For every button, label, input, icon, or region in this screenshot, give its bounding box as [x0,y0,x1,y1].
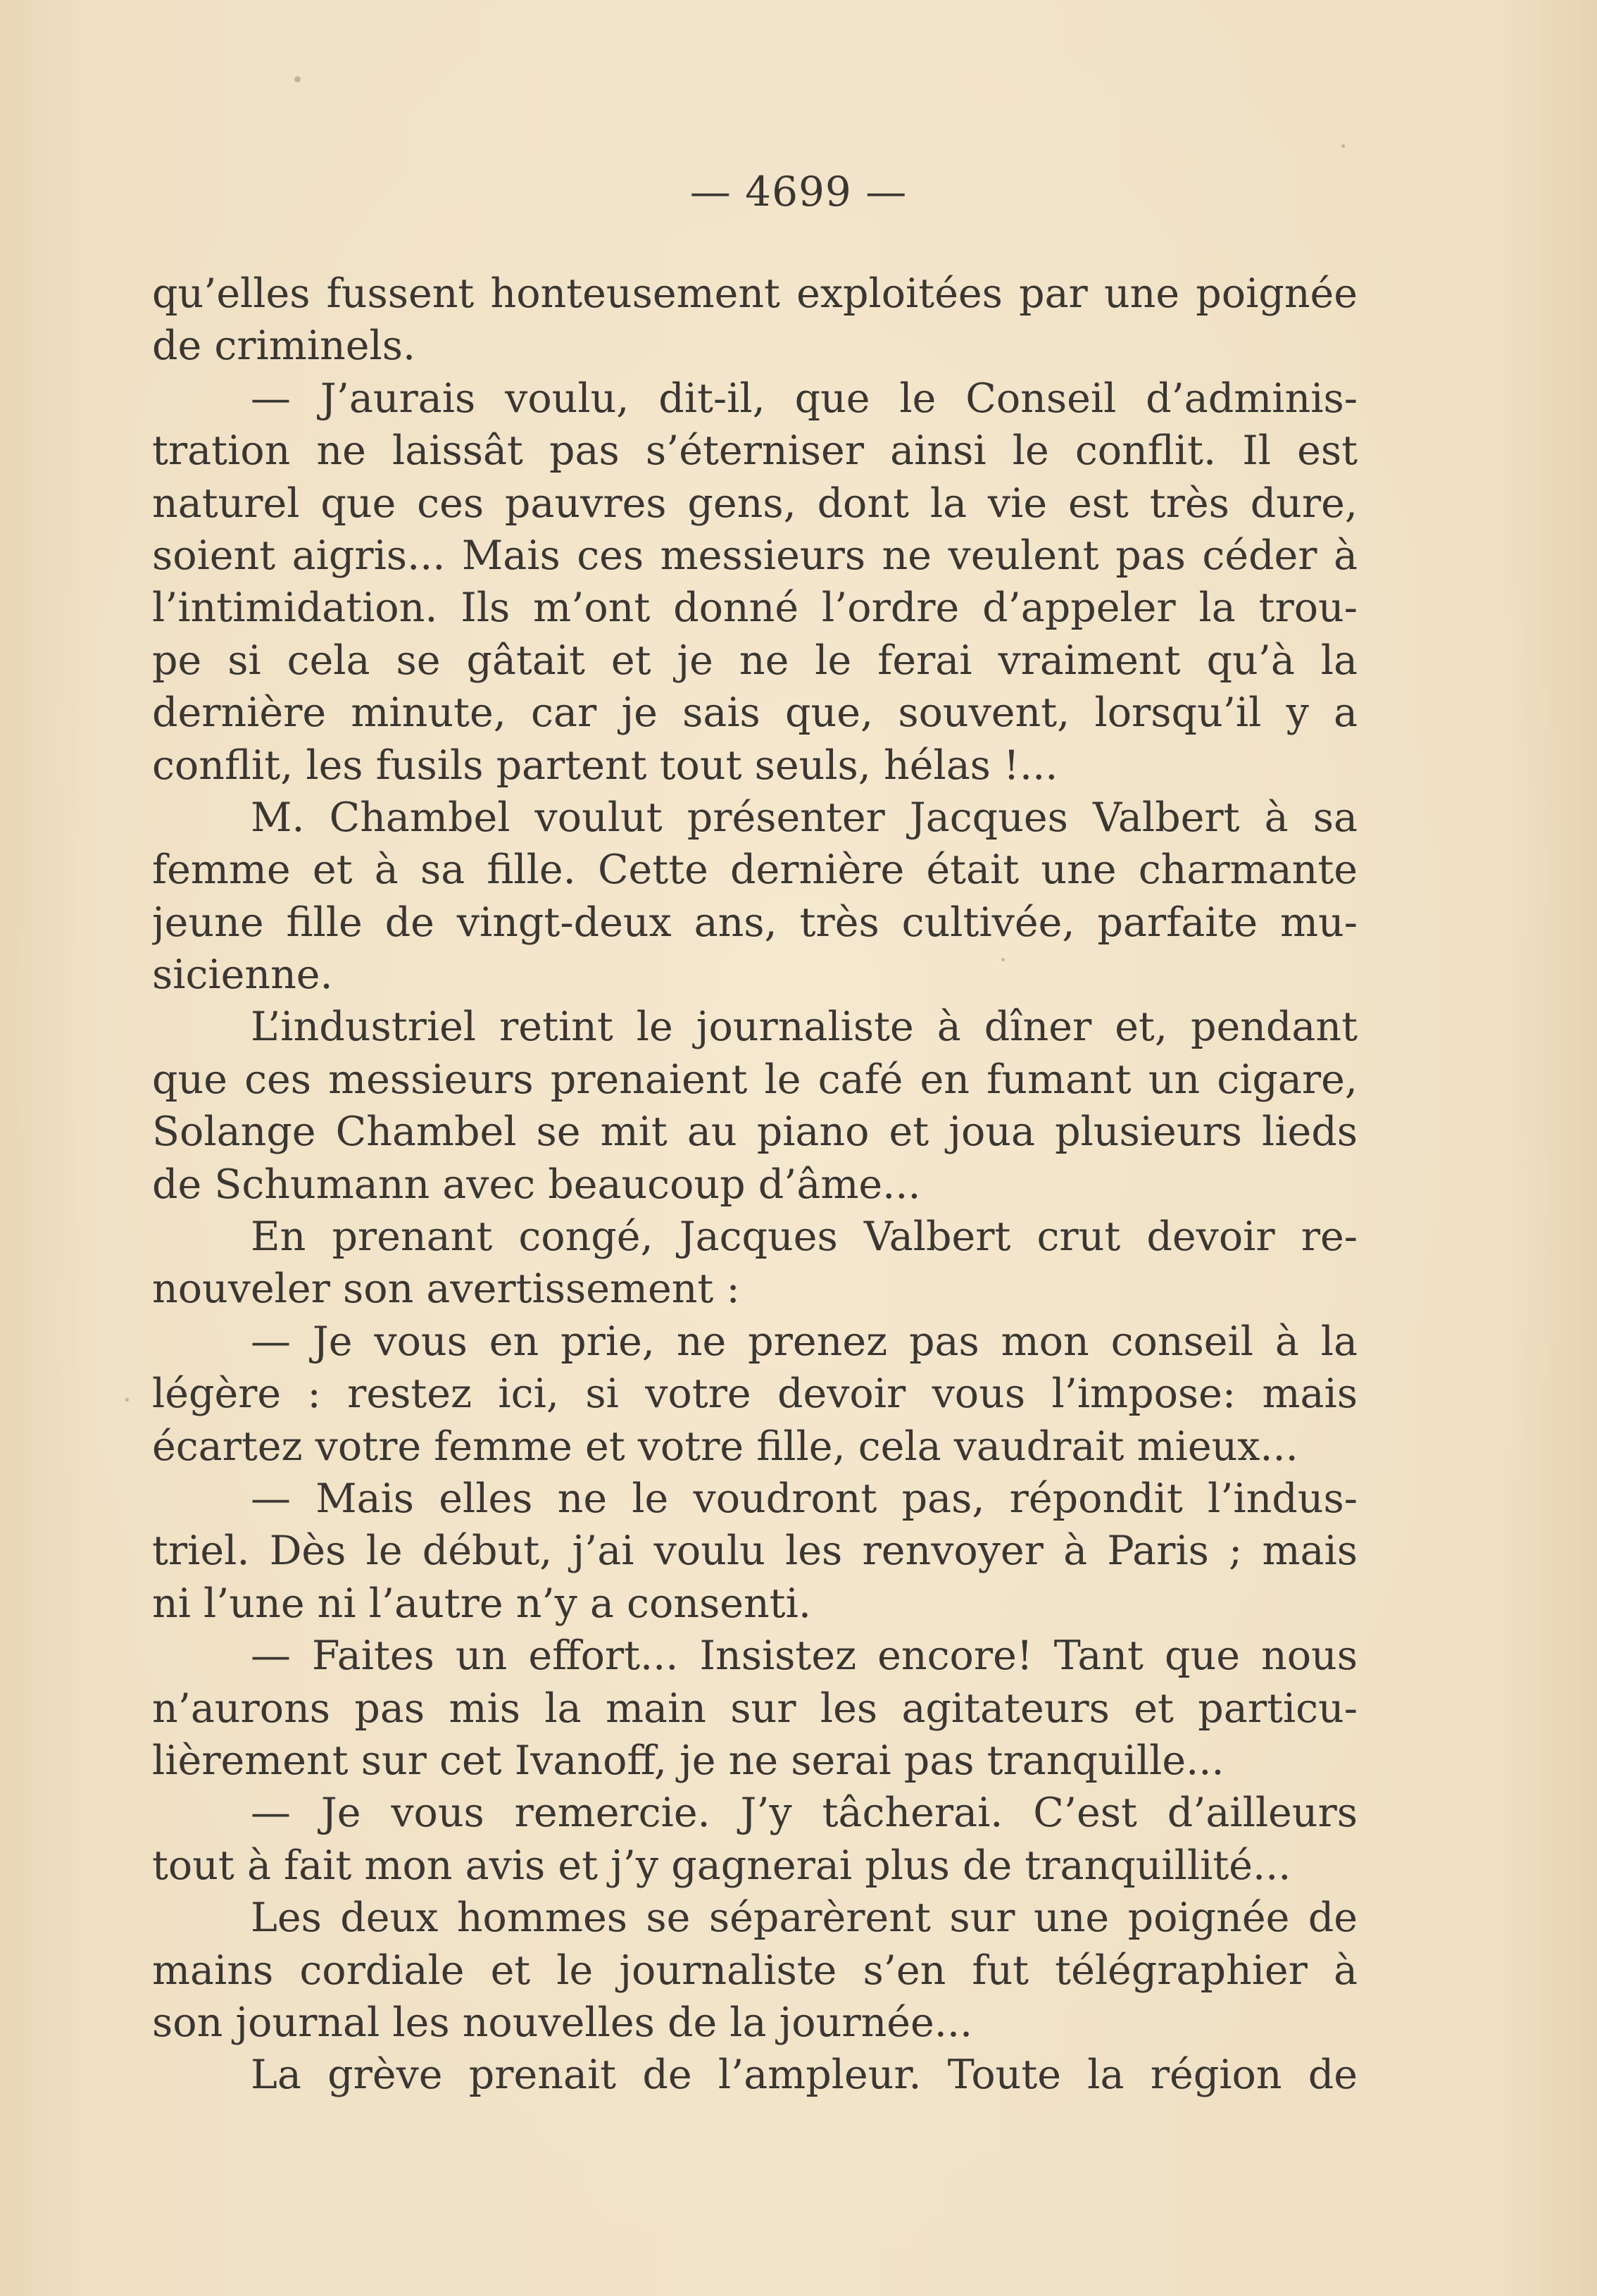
text-line: légère : restez ici, si votre devoir vous l’impose: mais [152,1371,1358,1418]
text-line: La grève prenait de l’ampleur. Toute la région de [251,2052,1358,2099]
text-line: naturel que ces pauvres gens, dont la vie est très dure, [152,480,1358,527]
text-line: pe si cela se gâtait et je ne le ferai vraiment qu’à la [152,637,1358,684]
text-line: triel. Dès le début, j’ai voulu les renvoyer à Paris ; mais [152,1528,1358,1575]
text-line: femme et à sa fille. Cette dernière était une charmante [152,847,1358,894]
text-line: tration ne laissât pas s’éterniser ainsi le conflit. Il est [152,428,1358,475]
text-line: qu’elles fussent honteusement exploitées par une poignée [152,270,1358,317]
text-line: nouveler son avertissement : [152,1266,740,1313]
text-line: — Mais elles ne le voudront pas, répondit l’indus- [251,1475,1358,1522]
text-line: — Faites un effort... Insistez encore! Tant que nous [251,1633,1358,1680]
text-line: l’intimidation. Ils m’ont donné l’ordre d’appeler la trou- [152,585,1358,632]
text-line: Les deux hommes se séparèrent sur une poignée de [251,1895,1358,1942]
text-line: soient aigris... Mais ces messieurs ne veulent pas céder à [152,532,1358,579]
text-line: de criminels. [152,323,416,370]
text-line: n’aurons pas mis la main sur les agitateurs et particu- [152,1685,1358,1732]
text-line: tout à fait mon avis et j’y gagnerai plus de tranquillité... [152,1842,1291,1889]
text-line: dernière minute, car je sais que, souvent, lorsqu’il y a [152,690,1358,737]
text-line: sicienne. [152,952,333,999]
text-line: M. Chambel voulut présenter Jacques Valbert à sa [251,794,1358,841]
paper-speck [1341,144,1345,148]
paper-speck [294,76,301,82]
page-number: — 4699 — [689,168,908,216]
text-line: En prenant congé, Jacques Valbert crut devoir re- [251,1213,1358,1261]
text-line: conflit, les fusils partent tout seuls, hélas !... [152,742,1058,789]
text-line: L’industriel retint le journaliste à dîner et, pendant [251,1004,1358,1051]
text-line: Solange Chambel se mit au piano et joua plusieurs lieds [152,1109,1358,1156]
text-line: jeune fille de vingt-deux ans, très cultivée, parfaite mu- [152,899,1358,946]
body-text [152,268,1358,2102]
text-line: — Je vous en prie, ne prenez pas mon conseil à la [251,1318,1358,1365]
text-line: son journal les nouvelles de la journée... [152,1999,973,2046]
text-line: — J’aurais voulu, dit-il, que le Conseil d’adminis- [251,375,1358,422]
text-line: écartez votre femme et votre fille, cela vaudrait mieux... [152,1423,1298,1470]
paper-speck [125,1398,129,1402]
text-line: ni l’une ni l’autre n’y a consenti. [152,1580,811,1627]
text-line: de Schumann avec beaucoup d’âme... [152,1161,921,1208]
text-line: — Je vous remercie. J’y tâcherai. C’est d’ailleurs [251,1790,1358,1837]
text-line: mains cordiale et le journaliste s’en fut télégraphier à [152,1947,1358,1994]
text-line: lièrement sur cet Ivanoff, je ne serai pas tranquille... [152,1737,1225,1784]
text-line: que ces messieurs prenaient le café en fumant un cigare, [152,1056,1358,1103]
